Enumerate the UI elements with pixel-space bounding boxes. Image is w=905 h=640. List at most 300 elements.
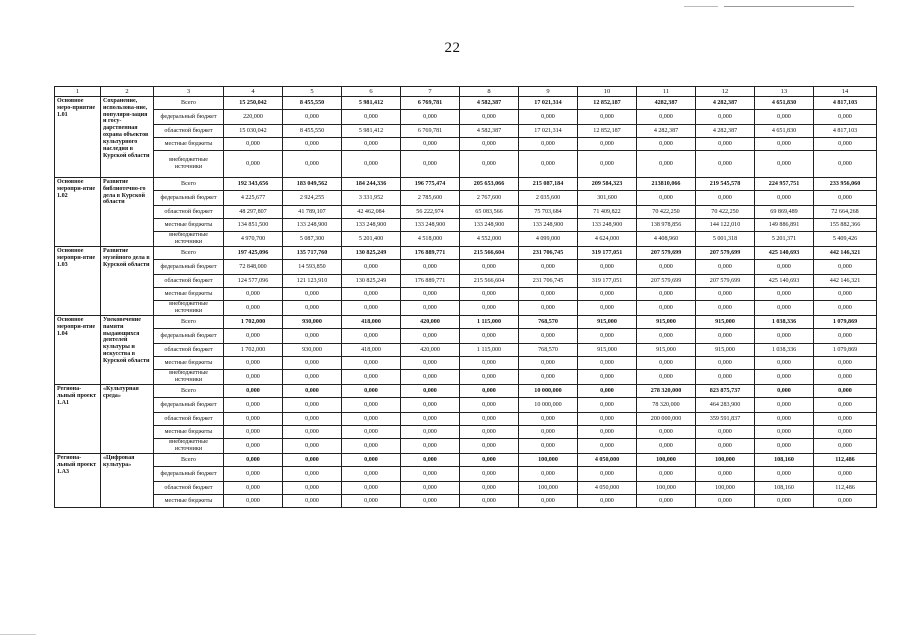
amount-cell: 207 579,699 <box>696 275 755 288</box>
amount-cell: 144 122,010 <box>696 219 755 232</box>
amount-cell: 149 886,891 <box>755 219 814 232</box>
amount-cell: 0,000 <box>637 439 696 454</box>
amount-cell: 215 566,604 <box>460 275 519 288</box>
funding-source: Всего <box>154 454 224 467</box>
table-row <box>55 385 877 398</box>
amount-cell: 5 087,300 <box>283 232 342 247</box>
amount-cell: 0,000 <box>755 413 814 426</box>
amount-cell: 0,000 <box>401 495 460 508</box>
table-row <box>55 288 877 301</box>
amount-cell: 1 702,000 <box>224 344 283 357</box>
funding-source: внебюджетные источники <box>154 232 224 247</box>
amount-cell: 0,000 <box>224 426 283 439</box>
amount-cell: 1 079,869 <box>814 316 877 329</box>
amount-cell: 0,000 <box>637 260 696 275</box>
funding-source: внебюджетные источники <box>154 151 224 178</box>
table-row <box>55 398 877 413</box>
amount-cell: 207 579,699 <box>637 247 696 260</box>
amount-cell: 0,000 <box>283 454 342 467</box>
amount-cell: 0,000 <box>578 110 637 125</box>
amount-cell: 133 248,900 <box>401 219 460 232</box>
amount-cell: 0,000 <box>519 110 578 125</box>
amount-cell: 0,000 <box>696 357 755 370</box>
amount-cell: 0,000 <box>696 301 755 316</box>
funding-source: Всего <box>154 97 224 110</box>
amount-cell: 4 282,387 <box>637 125 696 138</box>
amount-cell: 0,000 <box>224 138 283 151</box>
amount-cell: 71 409,822 <box>578 206 637 219</box>
amount-cell: 205 653,066 <box>460 178 519 191</box>
amount-cell: 0,000 <box>283 151 342 178</box>
column-header: 14 <box>814 87 877 97</box>
program-name: Увековечение памяти выдающихся деятелей культуры и искусства в Курской области <box>101 316 154 385</box>
amount-cell: 0,000 <box>696 138 755 151</box>
amount-cell: 0,000 <box>814 439 877 454</box>
amount-cell: 15 250,042 <box>224 97 283 110</box>
amount-cell: 0,000 <box>637 110 696 125</box>
column-header: 3 <box>154 87 224 97</box>
amount-cell: 0,000 <box>637 138 696 151</box>
amount-cell: 6 769,781 <box>401 97 460 110</box>
amount-cell: 4282,387 <box>637 97 696 110</box>
amount-cell: 930,000 <box>283 316 342 329</box>
scan-mark <box>0 634 36 635</box>
amount-cell: 0,000 <box>578 426 637 439</box>
amount-cell: 0,000 <box>401 301 460 316</box>
amount-cell: 108,160 <box>755 454 814 467</box>
amount-cell: 4 099,000 <box>519 232 578 247</box>
amount-cell: 0,000 <box>342 138 401 151</box>
amount-cell: 768,570 <box>519 316 578 329</box>
amount-cell: 0,000 <box>519 151 578 178</box>
amount-cell: 2 924,255 <box>283 191 342 206</box>
amount-cell: 0,000 <box>224 370 283 385</box>
amount-cell: 0,000 <box>637 370 696 385</box>
amount-cell: 0,000 <box>283 301 342 316</box>
amount-cell: 112,486 <box>814 482 877 495</box>
amount-cell: 0,000 <box>401 454 460 467</box>
amount-cell: 0,000 <box>342 413 401 426</box>
amount-cell: 0,000 <box>283 288 342 301</box>
amount-cell: 72 848,000 <box>224 260 283 275</box>
amount-cell: 278 320,000 <box>637 385 696 398</box>
amount-cell: 1 038,336 <box>755 344 814 357</box>
amount-cell: 0,000 <box>283 467 342 482</box>
column-header: 10 <box>578 87 637 97</box>
amount-cell: 768,570 <box>519 344 578 357</box>
amount-cell: 0,000 <box>283 370 342 385</box>
amount-cell: 41 789,107 <box>283 206 342 219</box>
table-row <box>55 329 877 344</box>
amount-cell: 121 123,910 <box>283 275 342 288</box>
amount-cell: 0,000 <box>696 288 755 301</box>
amount-cell: 301,600 <box>578 191 637 206</box>
table-row <box>55 206 877 219</box>
table-row <box>55 357 877 370</box>
table-row <box>55 232 877 247</box>
amount-cell: 0,000 <box>578 357 637 370</box>
amount-cell: 0,000 <box>342 439 401 454</box>
program-name: «Культурная среда» <box>101 385 154 454</box>
amount-cell: 4 970,700 <box>224 232 283 247</box>
amount-cell: 0,000 <box>519 467 578 482</box>
amount-cell: 0,000 <box>460 329 519 344</box>
amount-cell: 0,000 <box>814 110 877 125</box>
amount-cell: 0,000 <box>224 413 283 426</box>
column-header: 2 <box>101 87 154 97</box>
amount-cell: 69 869,489 <box>755 206 814 219</box>
amount-cell: 359 591,837 <box>696 413 755 426</box>
amount-cell: 0,000 <box>342 495 401 508</box>
amount-cell: 233 956,060 <box>814 178 877 191</box>
amount-cell: 0,000 <box>755 191 814 206</box>
amount-cell: 915,000 <box>578 316 637 329</box>
amount-cell: 176 889,771 <box>401 275 460 288</box>
amount-cell: 100,000 <box>519 454 578 467</box>
amount-cell: 0,000 <box>224 385 283 398</box>
amount-cell: 6 769,781 <box>401 125 460 138</box>
amount-cell: 0,000 <box>755 370 814 385</box>
column-header: 9 <box>519 87 578 97</box>
amount-cell: 0,000 <box>283 138 342 151</box>
table-row <box>55 219 877 232</box>
amount-cell: 0,000 <box>755 301 814 316</box>
amount-cell: 0,000 <box>637 357 696 370</box>
amount-cell: 0,000 <box>224 398 283 413</box>
amount-cell: 915,000 <box>696 316 755 329</box>
amount-cell: 0,000 <box>755 260 814 275</box>
funding-source: областной бюджет <box>154 206 224 219</box>
amount-cell: 0,000 <box>696 151 755 178</box>
amount-cell: 5 001,318 <box>696 232 755 247</box>
scan-mark <box>684 6 718 7</box>
amount-cell: 0,000 <box>814 329 877 344</box>
amount-cell: 0,000 <box>460 426 519 439</box>
funding-source: федеральный бюджет <box>154 467 224 482</box>
amount-cell: 48 297,807 <box>224 206 283 219</box>
amount-cell: 176 889,771 <box>401 247 460 260</box>
amount-cell: 418,000 <box>342 344 401 357</box>
amount-cell: 207 579,699 <box>696 247 755 260</box>
amount-cell: 133 248,900 <box>283 219 342 232</box>
amount-cell: 192 343,656 <box>224 178 283 191</box>
amount-cell: 0,000 <box>283 426 342 439</box>
amount-cell: 0,000 <box>224 439 283 454</box>
amount-cell: 0,000 <box>696 467 755 482</box>
funding-source: областной бюджет <box>154 125 224 138</box>
amount-cell: 0,000 <box>814 260 877 275</box>
amount-cell: 0,000 <box>342 385 401 398</box>
amount-cell: 0,000 <box>283 398 342 413</box>
amount-cell: 0,000 <box>755 426 814 439</box>
amount-cell: 0,000 <box>637 151 696 178</box>
amount-cell: 0,000 <box>460 138 519 151</box>
program-code: Основное меропри-ятие 1.03 <box>55 247 101 316</box>
program-code: Основное меро-приятие 1.01 <box>55 97 101 178</box>
amount-cell: 0,000 <box>696 110 755 125</box>
amount-cell: 0,000 <box>696 439 755 454</box>
amount-cell: 0,000 <box>519 288 578 301</box>
amount-cell: 0,000 <box>519 357 578 370</box>
amount-cell: 0,000 <box>342 301 401 316</box>
amount-cell: 0,000 <box>755 398 814 413</box>
amount-cell: 0,000 <box>224 301 283 316</box>
amount-cell: 0,000 <box>342 467 401 482</box>
amount-cell: 915,000 <box>578 344 637 357</box>
amount-cell: 133 248,900 <box>519 219 578 232</box>
amount-cell: 10 000,000 <box>519 385 578 398</box>
funding-source: Всего <box>154 385 224 398</box>
funding-source: местные бюджеты <box>154 426 224 439</box>
amount-cell: 183 049,562 <box>283 178 342 191</box>
table-row <box>55 138 877 151</box>
amount-cell: 442 146,321 <box>814 275 877 288</box>
table-row <box>55 495 877 508</box>
amount-cell: 0,000 <box>637 191 696 206</box>
amount-cell: 0,000 <box>401 138 460 151</box>
amount-cell: 2 767,600 <box>460 191 519 206</box>
amount-cell: 200 000,000 <box>637 413 696 426</box>
amount-cell: 0,000 <box>519 439 578 454</box>
amount-cell: 0,000 <box>224 151 283 178</box>
amount-cell: 8 455,550 <box>283 97 342 110</box>
amount-cell: 0,000 <box>401 329 460 344</box>
scan-mark <box>724 6 854 7</box>
amount-cell: 0,000 <box>401 482 460 495</box>
amount-cell: 5 201,371 <box>755 232 814 247</box>
amount-cell: 0,000 <box>578 413 637 426</box>
amount-cell: 17 021,314 <box>519 97 578 110</box>
table-row <box>55 370 877 385</box>
amount-cell: 0,000 <box>401 260 460 275</box>
amount-cell: 420,000 <box>401 344 460 357</box>
amount-cell: 1 115,000 <box>460 344 519 357</box>
amount-cell: 418,000 <box>342 316 401 329</box>
table-row <box>55 301 877 316</box>
budget-table-container <box>54 86 874 508</box>
funding-source: местные бюджеты <box>154 138 224 151</box>
amount-cell: 4 817,103 <box>814 125 877 138</box>
amount-cell: 224 957,751 <box>755 178 814 191</box>
amount-cell: 0,000 <box>637 467 696 482</box>
table-row <box>55 191 877 206</box>
amount-cell: 0,000 <box>460 413 519 426</box>
column-header: 5 <box>283 87 342 97</box>
table-row <box>55 482 877 495</box>
amount-cell: 78 320,000 <box>637 398 696 413</box>
amount-cell: 4 518,000 <box>401 232 460 247</box>
amount-cell: 100,000 <box>696 482 755 495</box>
amount-cell: 2 785,600 <box>401 191 460 206</box>
amount-cell: 133 248,900 <box>578 219 637 232</box>
amount-cell: 0,000 <box>814 370 877 385</box>
amount-cell: 17 021,314 <box>519 125 578 138</box>
amount-cell: 0,000 <box>578 439 637 454</box>
funding-source: Всего <box>154 247 224 260</box>
amount-cell: 5 981,412 <box>342 97 401 110</box>
amount-cell: 215 087,184 <box>519 178 578 191</box>
column-header: 13 <box>755 87 814 97</box>
amount-cell: 207 579,699 <box>637 275 696 288</box>
amount-cell: 14 593,850 <box>283 260 342 275</box>
amount-cell: 0,000 <box>460 385 519 398</box>
amount-cell: 0,000 <box>460 288 519 301</box>
amount-cell: 0,000 <box>755 439 814 454</box>
amount-cell: 75 703,684 <box>519 206 578 219</box>
program-name: «Цифровая культура» <box>101 454 154 508</box>
amount-cell: 10 000,000 <box>519 398 578 413</box>
amount-cell: 0,000 <box>460 357 519 370</box>
amount-cell: 0,000 <box>224 288 283 301</box>
table-row <box>55 439 877 454</box>
amount-cell: 213810,066 <box>637 178 696 191</box>
amount-cell: 0,000 <box>755 110 814 125</box>
amount-cell: 0,000 <box>637 301 696 316</box>
amount-cell: 319 177,051 <box>578 275 637 288</box>
funding-source: федеральный бюджет <box>154 260 224 275</box>
amount-cell: 0,000 <box>342 426 401 439</box>
amount-cell: 0,000 <box>283 329 342 344</box>
amount-cell: 100,000 <box>519 482 578 495</box>
amount-cell: 0,000 <box>224 357 283 370</box>
amount-cell: 0,000 <box>401 413 460 426</box>
amount-cell: 12 852,187 <box>578 97 637 110</box>
amount-cell: 134 851,500 <box>224 219 283 232</box>
amount-cell: 0,000 <box>637 329 696 344</box>
budget-table <box>54 86 877 508</box>
amount-cell: 0,000 <box>401 370 460 385</box>
amount-cell: 0,000 <box>519 138 578 151</box>
funding-source: внебюджетные источники <box>154 370 224 385</box>
amount-cell: 0,000 <box>578 329 637 344</box>
amount-cell: 0,000 <box>342 454 401 467</box>
amount-cell: 4 225,677 <box>224 191 283 206</box>
amount-cell: 0,000 <box>460 398 519 413</box>
amount-cell: 108,160 <box>755 482 814 495</box>
amount-cell: 0,000 <box>578 385 637 398</box>
funding-source: внебюджетные источники <box>154 439 224 454</box>
amount-cell: 135 717,760 <box>283 247 342 260</box>
amount-cell: 0,000 <box>342 370 401 385</box>
table-row <box>55 110 877 125</box>
amount-cell: 0,000 <box>519 413 578 426</box>
amount-cell: 319 177,051 <box>578 247 637 260</box>
table-row <box>55 413 877 426</box>
amount-cell: 4 624,000 <box>578 232 637 247</box>
amount-cell: 915,000 <box>637 344 696 357</box>
amount-cell: 0,000 <box>814 138 877 151</box>
amount-cell: 0,000 <box>401 439 460 454</box>
amount-cell: 42 462,084 <box>342 206 401 219</box>
funding-source: федеральный бюджет <box>154 110 224 125</box>
amount-cell: 0,000 <box>224 495 283 508</box>
amount-cell: 0,000 <box>460 301 519 316</box>
amount-cell: 0,000 <box>637 426 696 439</box>
amount-cell: 0,000 <box>814 191 877 206</box>
amount-cell: 100,000 <box>637 482 696 495</box>
amount-cell: 4 552,000 <box>460 232 519 247</box>
amount-cell: 0,000 <box>519 260 578 275</box>
program-name: Развитие библиотечно-го дела в Курской области <box>101 178 154 247</box>
amount-cell: 184 244,336 <box>342 178 401 191</box>
amount-cell: 0,000 <box>342 110 401 125</box>
amount-cell: 0,000 <box>283 413 342 426</box>
amount-cell: 0,000 <box>460 482 519 495</box>
table-row <box>55 260 877 275</box>
program-code: Основное меропри-ятие 1.02 <box>55 178 101 247</box>
amount-cell: 0,000 <box>283 495 342 508</box>
amount-cell: 0,000 <box>519 426 578 439</box>
amount-cell: 0,000 <box>224 329 283 344</box>
amount-cell: 0,000 <box>401 467 460 482</box>
amount-cell: 0,000 <box>283 357 342 370</box>
amount-cell: 0,000 <box>401 288 460 301</box>
amount-cell: 138 978,856 <box>637 219 696 232</box>
funding-source: местные бюджеты <box>154 357 224 370</box>
amount-cell: 0,000 <box>578 370 637 385</box>
amount-cell: 0,000 <box>460 260 519 275</box>
amount-cell: 0,000 <box>696 370 755 385</box>
amount-cell: 1 079,869 <box>814 344 877 357</box>
column-header: 7 <box>401 87 460 97</box>
amount-cell: 133 248,900 <box>460 219 519 232</box>
amount-cell: 0,000 <box>755 467 814 482</box>
amount-cell: 0,000 <box>696 191 755 206</box>
amount-cell: 4 651,830 <box>755 97 814 110</box>
amount-cell: 3 331,952 <box>342 191 401 206</box>
amount-cell: 0,000 <box>460 454 519 467</box>
program-name: Развитие музейного дела в Курской области <box>101 247 154 316</box>
table-row <box>55 151 877 178</box>
amount-cell: 4 050,000 <box>578 454 637 467</box>
amount-cell: 0,000 <box>460 110 519 125</box>
amount-cell: 0,000 <box>460 495 519 508</box>
amount-cell: 5 409,426 <box>814 232 877 247</box>
amount-cell: 2 035,600 <box>519 191 578 206</box>
table-row <box>55 344 877 357</box>
amount-cell: 0,000 <box>460 439 519 454</box>
amount-cell: 442 146,321 <box>814 247 877 260</box>
amount-cell: 0,000 <box>342 357 401 370</box>
amount-cell: 0,000 <box>814 467 877 482</box>
table-row <box>55 125 877 138</box>
amount-cell: 0,000 <box>755 151 814 178</box>
program-code: Региона-льный проект 1.А3 <box>55 454 101 508</box>
column-header: 1 <box>55 87 101 97</box>
table-row <box>55 247 877 260</box>
amount-cell: 0,000 <box>342 398 401 413</box>
column-header: 8 <box>460 87 519 97</box>
amount-cell: 0,000 <box>755 495 814 508</box>
amount-cell: 100,000 <box>696 454 755 467</box>
amount-cell: 72 664,268 <box>814 206 877 219</box>
amount-cell: 0,000 <box>519 301 578 316</box>
table-row <box>55 467 877 482</box>
amount-cell: 0,000 <box>578 288 637 301</box>
funding-source: областной бюджет <box>154 482 224 495</box>
amount-cell: 197 425,096 <box>224 247 283 260</box>
amount-cell: 0,000 <box>578 151 637 178</box>
column-header: 6 <box>342 87 401 97</box>
program-code: Основное меропри-ятие 1.04 <box>55 316 101 385</box>
amount-cell: 0,000 <box>578 301 637 316</box>
amount-cell: 930,000 <box>283 344 342 357</box>
funding-source: внебюджетные источники <box>154 301 224 316</box>
amount-cell: 4 582,387 <box>460 97 519 110</box>
amount-cell: 231 706,745 <box>519 275 578 288</box>
amount-cell: 915,000 <box>637 316 696 329</box>
amount-cell: 124 577,096 <box>224 275 283 288</box>
